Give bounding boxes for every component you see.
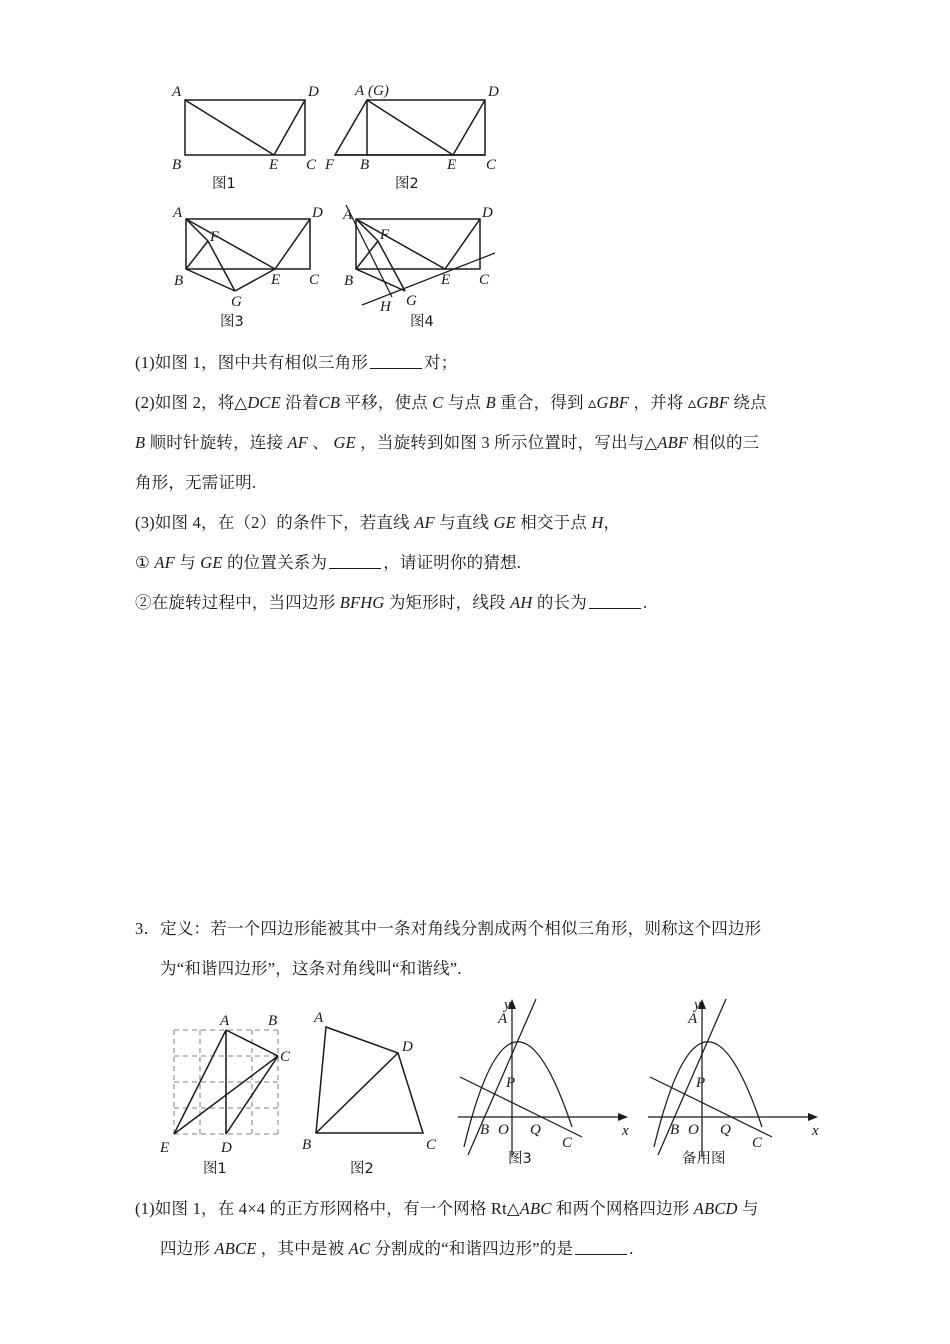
fig3-4-label-x: x (812, 1123, 819, 1139)
figure-1-3 (170, 205, 325, 330)
text-run: 的位置关系为 (222, 553, 328, 572)
text-run: 平移，使点 (340, 393, 433, 412)
figure-3-4 (640, 995, 825, 1165)
figure-caption-3-2: 图2 (350, 1161, 374, 1177)
figure-3-2 (298, 1005, 448, 1177)
text-run: 与直线 (434, 513, 494, 532)
fig1-3-label-C: C (309, 272, 320, 288)
text-run: 与点 (443, 393, 486, 412)
text-run: 角形，无需证明. (135, 473, 257, 492)
fig1-2-label-E: E (447, 157, 457, 173)
text-run: 沿着 (280, 393, 319, 412)
fig1-1-label-A: A (172, 84, 182, 100)
figure-caption-3-4: 备用图 (682, 1151, 726, 1167)
fig3-3-label-Q: Q (530, 1122, 541, 1138)
answer-blank[interactable] (370, 352, 422, 369)
text-run: 相交于点 (515, 513, 592, 532)
math-B: B (485, 393, 496, 412)
figure-1-2 (325, 80, 500, 192)
fig1-4-label-A: A (343, 207, 353, 223)
math-GBF-1: GBF (596, 393, 630, 412)
figure-caption-1-3: 图3 (220, 314, 244, 330)
figure-caption-1-4: 图4 (410, 314, 434, 330)
text-run: 与 (174, 553, 201, 572)
problem3-line-q1b (160, 1238, 634, 1260)
math-BFHG: BFHG (339, 593, 385, 612)
problem3-line-q1a (135, 1198, 759, 1220)
text-run: ，请证明你的猜想. (383, 553, 522, 572)
fig3-3-label-A: A (498, 1011, 508, 1027)
math-GE-3: GE (200, 553, 223, 572)
fig3-3-label-y: y (504, 997, 511, 1013)
text-run: 的长为 (532, 593, 587, 612)
fig1-3-label-F: F (210, 229, 220, 245)
fig3-3-label-C: C (562, 1135, 573, 1151)
x-axis-arrow (618, 1113, 628, 1121)
fig1-2-label-D: D (488, 84, 499, 100)
text-run: ① (135, 553, 155, 572)
fig1-4-label-C: C (479, 272, 490, 288)
math-DCE: DCE (247, 393, 281, 412)
math-AF-2: AF (414, 513, 435, 532)
text-run: (1)如图 1，图中共有相似三角形 (135, 353, 369, 372)
fig3-4-label-C: C (752, 1135, 763, 1151)
figure-caption-1-2: 图2 (395, 176, 419, 192)
fig3-1-label-A: A (220, 1013, 230, 1029)
fig1-4-label-F: F (380, 227, 390, 243)
text-run: (2)如图 2，将△ (135, 393, 248, 412)
math-C: C (432, 393, 444, 412)
fig1-3-label-A: A (173, 205, 183, 221)
text-run: ，并将 ▵ (629, 393, 697, 412)
problem1-line-q3-2 (135, 592, 647, 614)
fig3-1-label-D: D (221, 1140, 232, 1156)
math-GE: GE (333, 433, 356, 452)
text-run: 绕点 (729, 393, 767, 412)
math-GE-2: GE (493, 513, 516, 532)
fig3-2-label-C: C (426, 1137, 437, 1153)
fig1-4-label-E: E (441, 272, 451, 288)
problem1-line-q1 (135, 352, 457, 374)
x-axis-arrow (808, 1113, 818, 1121)
problem3-figure-row (150, 995, 850, 1190)
fig1-2-label-A: A (355, 83, 365, 99)
fig3-4-label-P: P (696, 1075, 706, 1091)
math-B-2: B (135, 433, 146, 452)
fig3-2-label-D: D (402, 1039, 413, 1055)
fig1-3-label-D: D (312, 205, 323, 221)
fig3-2-label-A: A (314, 1010, 324, 1026)
fig3-1-label-E: E (160, 1140, 170, 1156)
math-AH: AH (510, 593, 533, 612)
math-GBF-2: GBF (696, 393, 730, 412)
text-run: ，当旋转到如图 3 所示位置时，写出与△ (355, 433, 658, 452)
math-CB: CB (318, 393, 341, 412)
fig1-4-label-D: D (482, 205, 493, 221)
fig1-1-label-D: D (308, 84, 319, 100)
text-run: ，其中是被 (256, 1239, 349, 1258)
figure-3-1 (158, 1005, 293, 1177)
problem1-line-q2b (135, 432, 759, 454)
text-run: 四边形 (160, 1239, 215, 1258)
text-run: . (642, 593, 648, 612)
fig3-4-label-B: B (670, 1122, 680, 1138)
math-ABCE: ABCE (214, 1239, 257, 1258)
figure-1-1 (170, 80, 320, 192)
fig1-4-label-B: B (344, 273, 354, 289)
text-run: 重合，得到 ▵ (495, 393, 597, 412)
problem1-line-q2a (135, 392, 767, 414)
fig1-1-label-B: B (172, 157, 182, 173)
problem1-line-q3-1 (135, 552, 521, 574)
fig1-2-label-B: B (360, 157, 370, 173)
fig3-4-label-A: A (688, 1011, 698, 1027)
math-AC: AC (348, 1239, 371, 1258)
fig1-3-label-B: B (174, 273, 184, 289)
fig1-3-label-E: E (271, 272, 281, 288)
fig1-4-label-G: G (406, 293, 417, 309)
text-run: 、 (308, 433, 334, 452)
text-run: ， (603, 513, 621, 532)
text-run: 顺时针旋转，连接 (145, 433, 288, 452)
fig1-2-label-C: C (486, 157, 497, 173)
fig3-1-label-B: B (268, 1013, 278, 1029)
figure-caption-3-1: 图1 (203, 1161, 227, 1177)
answer-blank[interactable] (329, 552, 381, 569)
figure-3-3 (450, 995, 635, 1165)
problem3-definition-line-1 (135, 918, 761, 940)
fig3-3-label-B: B (480, 1122, 490, 1138)
text-run: 相似的三 (688, 433, 760, 452)
text-run: . (629, 1239, 634, 1258)
fig1-1-label-E: E (269, 157, 279, 173)
text-run: 对； (424, 353, 458, 372)
text-run: 3．定义：若一个四边形能被其中一条对角线分割成两个相似三角形，则称这个四边形 (135, 919, 762, 938)
math-H: H (591, 513, 604, 532)
text-run: 与 (737, 1199, 759, 1218)
fig1-4-label-H: H (380, 299, 391, 315)
text-run: ②在旋转过程中，当四边形 (135, 593, 340, 612)
problem1-figure-row-top (160, 80, 520, 195)
answer-blank[interactable] (589, 592, 641, 609)
math-AF: AF (287, 433, 309, 452)
fig1-2-label-F: F (325, 157, 335, 173)
math-ABC: ABC (519, 1199, 552, 1218)
math-ABF: ABF (657, 433, 689, 452)
problem1-line-q2c (135, 472, 256, 494)
fig3-4-label-y: y (694, 997, 701, 1013)
answer-blank[interactable] (575, 1238, 627, 1255)
text-run: 为矩形时，线段 (384, 593, 511, 612)
fig1-2-label-G: (G) (368, 83, 389, 99)
fig3-4-label-Q: Q (720, 1122, 731, 1138)
figure-1-4 (340, 205, 505, 330)
fig3-1-label-C: C (280, 1049, 291, 1065)
fig3-3-label-P: P (506, 1075, 516, 1091)
fig1-1-label-C: C (306, 157, 317, 173)
fig1-3-label-G: G (231, 294, 242, 310)
text-run: 分割成的“和谐四边形”的是 (370, 1239, 574, 1258)
fig3-2-label-B: B (302, 1137, 312, 1153)
fig3-3-label-O: O (498, 1122, 509, 1138)
text-run: 和两个网格四边形 (551, 1199, 694, 1218)
math-AF-3: AF (154, 553, 175, 572)
text-run: (3)如图 4，在（2）的条件下，若直线 (135, 513, 415, 532)
math-ABCD: ABCD (693, 1199, 738, 1218)
text-run: (1)如图 1，在 4×4 的正方形网格中，有一个网格 Rt△ (135, 1199, 520, 1218)
fig3-3-label-x: x (622, 1123, 629, 1139)
fig3-4-label-O: O (688, 1122, 699, 1138)
problem3-definition-line-2 (160, 958, 462, 980)
problem1-figure-row-bottom (160, 205, 520, 330)
figure-caption-1-1: 图1 (212, 176, 236, 192)
text-run: 为“和谐四边形”，这条对角线叫“和谐线”. (160, 959, 462, 978)
figure-caption-3-3: 图3 (508, 1151, 532, 1167)
problem1-line-q3 (135, 512, 620, 534)
